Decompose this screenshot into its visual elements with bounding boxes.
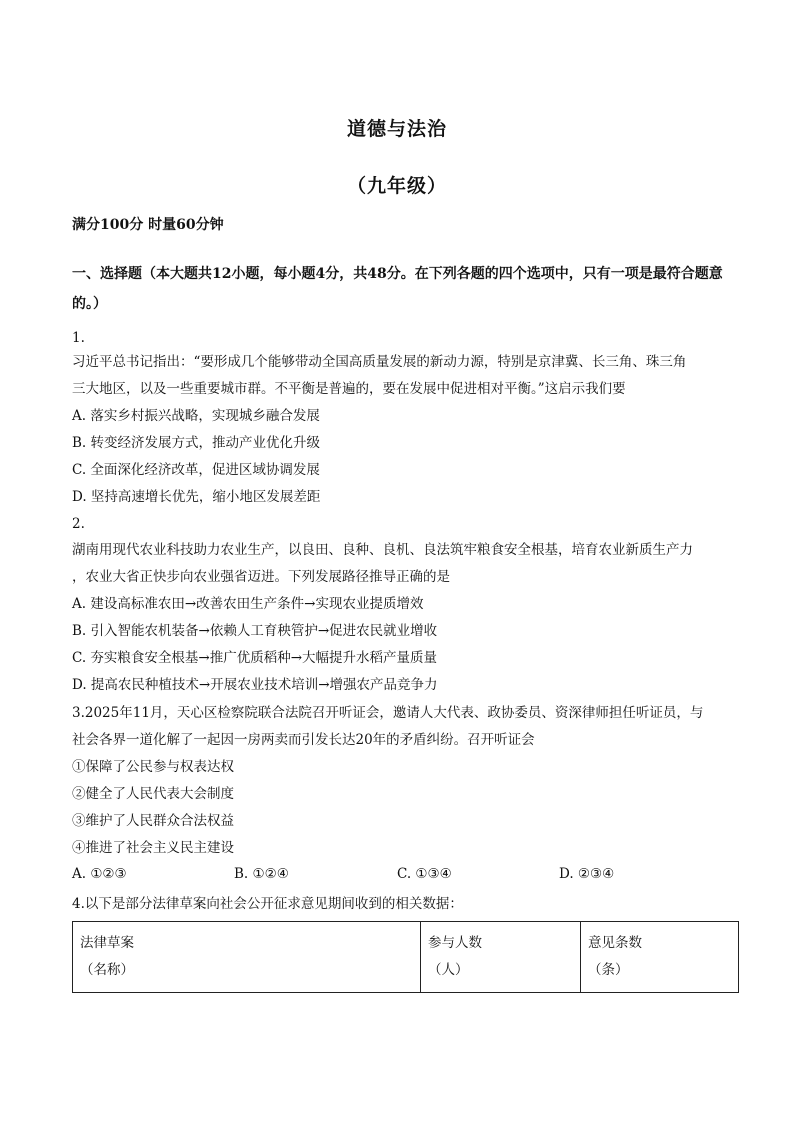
grade-subtitle: （九年级） (346, 175, 447, 197)
table-header-cell (73, 922, 421, 993)
header-law-draft-unit: （名称） (80, 962, 134, 978)
q3-option-a: A. ①②③ (72, 866, 127, 882)
section-heading: 一、选择题（本大题共12小题，每小题4分，共48分。在下列各题的四个选项中，只有一项是最符合题意的。） (72, 266, 723, 312)
q1-option-c: C. 全面深化经济改革，促进区域协调发展 (72, 462, 320, 478)
q3-statement-3: ③维护了人民群众合法权益 (72, 813, 234, 829)
header-participants: 参与人数 (428, 935, 482, 951)
q2-number: 2. (72, 516, 85, 532)
q1-stem-line1: 习近平总书记指出：“要形成几个能够带动全国高质量发展的新动力源，特别是京津冀、长三角、珠三角 (72, 354, 687, 370)
score-time-info: 满分100分 时量60分钟 (72, 217, 224, 233)
q2-option-b: B. 引入智能农机装备→依赖人工育秧管护→促进农民就业增收 (72, 623, 438, 639)
q4-stem: 4.以下是部分法律草案向社会公开征求意见期间收到的相关数据： (72, 896, 463, 912)
q3-statement-1: ①保障了公民参与权表达权 (72, 759, 234, 775)
header-law-draft: 法律草案 (80, 935, 134, 951)
table-header-cell (421, 922, 581, 993)
q1-option-b: B. 转变经济发展方式，推动产业优化升级 (72, 435, 321, 451)
q2-stem-line1: 湖南用现代农业科技助力农业生产，以良田、良种、良机、良法筑牢粮食安全根基，培育农业新质生产力 (72, 542, 693, 558)
header-participants-unit: （人） (428, 962, 469, 978)
q3-options (72, 866, 732, 886)
q3-stem-line1: 3.2025年11月，天心区检察院联合法院召开听证会，邀请人大代表、政协委员、资深律师担任听证员，与 (72, 705, 704, 721)
header-opinions-unit: （条） (588, 962, 629, 978)
table-header-row (73, 922, 739, 993)
q4-data-table (72, 921, 739, 993)
q3-statement-2: ②健全了人民代表大会制度 (72, 786, 234, 802)
q1-stem-line2: 三大地区，以及一些重要城市群。不平衡是普遍的，要在发展中促进相对平衡。”这启示我们要 (72, 381, 626, 397)
q2-option-c: C. 夯实粮食安全根基→推广优质稻种→大幅提升水稻产量质量 (72, 650, 438, 666)
q2-option-d: D. 提高农民种植技术→开展农业技术培训→增强农产品竞争力 (72, 677, 438, 693)
q3-option-b: B. ①②④ (234, 866, 289, 882)
q1-option-a: A. 落实乡村振兴战略，实现城乡融合发展 (72, 408, 320, 424)
q3-option-d: D. ②③④ (559, 866, 615, 882)
q1-number: 1. (72, 330, 85, 346)
header-opinions: 意见条数 (588, 935, 642, 951)
q3-stem-line2: 社会各界一道化解了一起因一房两卖而引发长达20年的矛盾纠纷。召开听证会 (72, 732, 535, 748)
q1-option-d: D. 坚持高速增长优先，缩小地区发展差距 (72, 489, 321, 505)
table-header-cell (581, 922, 739, 993)
q2-option-a: A. 建设高标准农田→改善农田生产条件→实现农业提质增效 (72, 596, 424, 612)
q3-option-c: C. ①③④ (397, 866, 452, 882)
page-title: 道德与法治 (346, 118, 447, 140)
q3-statement-4: ④推进了社会主义民主建设 (72, 840, 234, 856)
q2-stem-line2: ，农业大省正快步向农业强省迈进。下列发展路径推导正确的是 (72, 569, 450, 585)
